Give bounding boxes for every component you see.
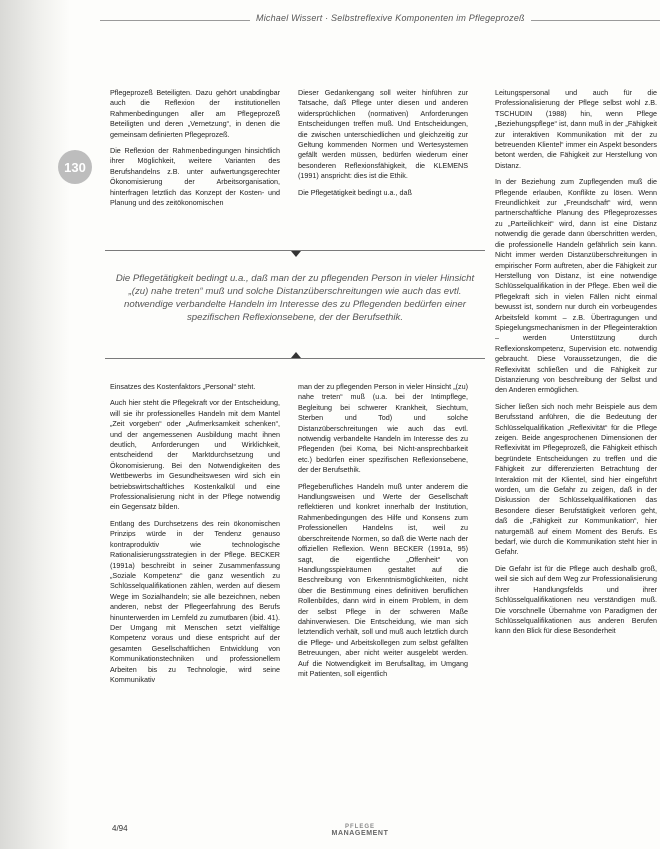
logo-line-2: MANAGEMENT bbox=[331, 829, 389, 837]
paragraph: Die Pflegetätigkeit bedingt u.a., daß bbox=[298, 187, 412, 197]
paragraph: Sicher ließen sich noch mehr Beispiele aus dem Berufsstand anführen, die die Bedeutung der Schlüsselqualifikation „Reflexivität“ für die Pflege zeigen. Beide angesprochenen Dimensionen der Reflexivität im Pflegeprozeß, die Fähigkeit ethisch begründete Entscheidungen zu treffen und die Fähigkeit zur differenzierten Betrachtung der Interaktion mit der Klientel, sind hier eingeführt worden, um die Gefahr zu zeigen, daß in der Diskussion der Schlüsselqualifikationen das Besondere dieser Berufstätigkeit verloren geht, daß die „Fähigkeit zur Kommunikation“, hier naturgemäß auf einem Moment des Berufs. Es bedarf, wie durch die Kommunikation steht hier in Gefahr. bbox=[495, 401, 657, 557]
paragraph: Einsatzes des Kostenfaktors „Personal“ steht. bbox=[110, 382, 256, 391]
paragraph: Dieser Gedankengang soll weiter hinführen zur Tatsache, daß Pflege unter diesen und anderen widersprüchlichen (normativen) Anforderungen Entscheidungen treffen muß. Und Entscheidungen, die zwischen unterschiedlichen und gleichzeitig zur Geltung kommenden Normen und Wertesystemen gefällt werden müssen, bedürfen wiederum einer besonderen Reflexionsfähigkeit, die KLEMENS (1991) anspricht: dies ist die Ethik. bbox=[298, 88, 468, 181]
column-middle-bottom bbox=[298, 382, 468, 685]
page-edge-shadow bbox=[0, 0, 70, 849]
column-middle-top bbox=[298, 88, 468, 204]
running-header: Michael Wissert · Selbstreflexive Komponenten im Pflegeprozeß bbox=[250, 13, 531, 23]
paragraph: man der zu pflegenden Person in vieler Hinsicht „(zu) nahe treten“ muß (u.a. bei der Intimpflege, Begleitung bei schwerer Krankheit, Siechtum, Sterben und Tod) und solche Distanzüberschreitungen wie auch das evtl. notwendig verbandelte Handeln im Interesse des zu Pflegenden (bei Koma, bei Nicht-ansprechbarkeit etc.) bedürfen einer spezifischen Reflexionsebene, der der Berufsethik. bbox=[298, 382, 468, 475]
paragraph: Auch hier steht die Pflegekraft vor der Entscheidung, will sie ihr professionelles Handeln mit dem Mantel „Zeit vorgeben“ oder „Aufmerksamkeit schenken“, und der angemessenen Ausbildung macht ihnen deutlich, Anforderungen und Wirklichkeit, entscheidend der Marktdurchsetzung und Ökonomisierung. Bei den Notwendigkeiten des Wettbewerbs im Gesundheitswesen wird sich ein betriebswirtschaftliches Kostenkalkül und eine Professionalisierung nicht in der Pflege notwendig ein Gegensatz bilden. bbox=[110, 398, 280, 512]
magazine-logo bbox=[325, 818, 395, 842]
paragraph: In der Beziehung zum Zupflegenden muß die Pflegende erlauben, Konflikte zu lösen. Wenn Freundlichkeit zur „Freundschaft“ wird, wenn partnerschaftliche Planung des Pflegeprozesses zu „Parteilichkeit“ wird, dann ist eine Distanz notwendig die gerade dann überschritten werden, die professionelle Handeln gefährlich sein kann. Nicht immer werden Distanzüberschreitungen in empirischer Form auftreten, aber die Fähigkeit zur Herstellung von Distanz, ist eine notwendige Schlüsselqualifikation in der Pflege. Eben weil die Pflegekraft sich in vielen Fällen nicht einmal bewusst ist, sondern nur durch ein vorbeugendes Arbeitsfeld kommt – z.B. Übertragungen und Spiegelungsmechanismen in der Pflegeinteraktion – werden Unterstützung durch Reflexionskompetenz, Supervision etc. notwendig gebraucht. Diese Voraussetzungen, die die Reflexivität schließen und die Fähigkeit zur Distanzierung von beschreibung der Selbst und den Anderen ermöglichen. bbox=[495, 177, 657, 395]
column-left-top bbox=[110, 88, 280, 214]
paragraph: Entlang des Durchsetzens des rein ökonomischen Prinzips würde in der Tendenz genauso kontraproduktiv wie technologische Rationalisierungsstrategien in der Pflege. BECKER (1991a) beschreibt in seiner Zusammenfassung „Soziale Kompetenz“ die ganz wesentlich zu Schlüsselqualifikationen zählen, werden auf diesem Wege im Sozialhandeln; sie alle bezeichnen, neben anderen, nebst der Pflegeerfahrung des Berufs hinunterwerden im Lernfeld zu zumutbaren (ibid. 41). Der Umgang mit Menschen setzt vielfältige Kompetenz voraus und diese entspricht auf der gesamten Gesellschaftlichen Entwicklung von Kommunikationstechniken und professionellem Arbeiten bis zu Technologie, wird seine Kommunikativ bbox=[110, 518, 280, 684]
pull-quote-box bbox=[105, 250, 485, 368]
issue-number: 4/94 bbox=[112, 824, 128, 833]
column-right bbox=[495, 88, 657, 643]
pull-quote-text: Die Pflegetätigkeit bedingt u.a., daß man der zu pflegenden Person in vieler Hinsicht „(zu) nahe treten“ muß und solche Distanzüberschreitungen wie auch das evtl. notwendige verbandelte Handeln im Interesse des zu Pflegenden bedürfen einer spezifischen Reflexionsebene, der der Berufsethik. bbox=[115, 273, 475, 323]
paragraph: Leitungspersonal und auch für die Professionalisierung der Pflege selbst wohl z.B. TSCHUDIN (1988) hin, wenn Pflege „Beziehungspflege“ ist, dann muß in der „Fähigkeit zur interaktiven Kommunikation mit der zu betreuenden Klientel“ immer ein Aspekt besonders betont werden, die Fähigkeit zur Herstellung von Distanz. bbox=[495, 88, 657, 170]
paragraph: Pflegeprozeß Beteiligten. Dazu gehört unabdingbar auch die Reflexion der institutionellen Rahmenbedingungen aller am Pflegeprozeß Beteiligten und deren „Vernetzung“, in denen die gemeinsam definierten Pflegeprozeß. bbox=[110, 88, 280, 139]
column-left-bottom bbox=[110, 382, 280, 691]
triangle-down-icon bbox=[291, 251, 301, 257]
paragraph: Die Gefahr ist für die Pflege auch deshalb groß, weil sie sich auf dem Weg zur Professionalisierung ihrer Handlungsfelds und ihrer Schlüsselqualifikationen neu verständigen muß. Die vorschnelle Übernahme von Paradigmen der Schlüsselqualifikationen aus anderen Berufen kann den Blick für diese Besonderheit bbox=[495, 563, 657, 636]
pull-quote-bottom-rule bbox=[105, 358, 485, 359]
paragraph: Pflegeberufliches Handeln muß unter anderem die Handlungsweisen und Werte der Gesellschaft reflektieren und konkret innerhalb der Institution, Rahmenbedingungen des Hilfe und Konsens zum Professionellen Handelns ist, weil zu überschreitende Normen, so daß die Werte nach der offiziellen Reflexion. Wenn BECKER (1991a, 95) sagt, die eigentliche „Offenheit“ von Handlungsspielräumen gestaltet auf die Beschreibung von Erkenntnismöglichkeiten, nicht über die Bestimmung eines definitiven beruflichen Rollenbildes, dann wird in einem Problem, in dem der selbst Pflege in der schweren Maße dahinverwiesen. Die Entscheidung, wie man sich letztendlich verhält, soll und muß auch letztlich durch die Pflege- und Arbeitskollegen zum selbst gefällten Betreuungen, aber nicht weiter ausgelebt werden. Auf die Notwendigkeit im Berufsalltag, im Umgang mit Patienten, soll eigentlich bbox=[298, 481, 468, 678]
logo-line-1: PFLEGE bbox=[344, 823, 375, 830]
paragraph: Die Reflexion der Rahmenbedingungen hinsichtlich ihrer Möglichkeit, weitere Varianten des Berufshandelns z.B. unter aufwertungsgerechter Ökonomisierung der Arbeitsorganisation, hinterfragen letztlich das Konzept der Kosten- und Planung und des zeitökonomischen bbox=[110, 146, 280, 208]
page-number-badge: 130 bbox=[58, 150, 92, 184]
